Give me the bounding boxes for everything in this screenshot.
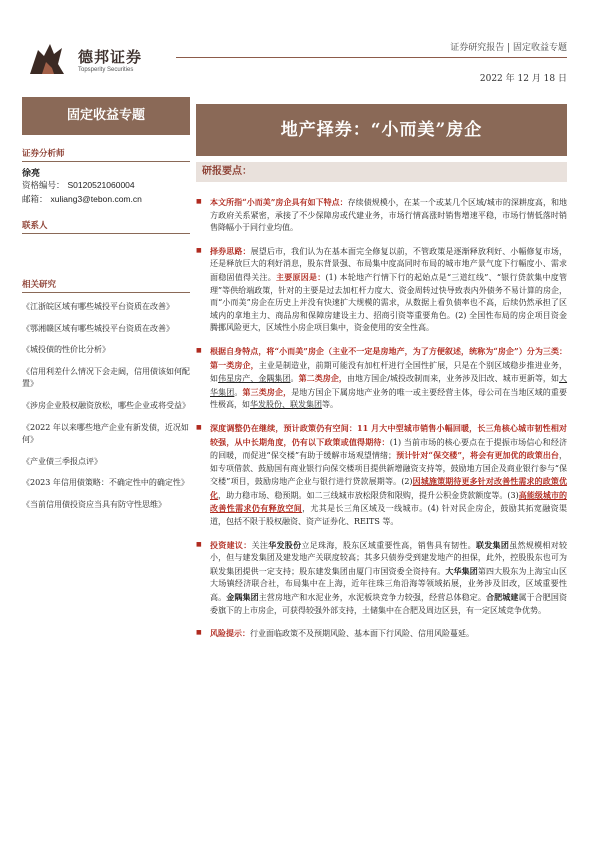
related-item[interactable]: 《当前信用债投资应当具有防守性思维》 [22, 499, 166, 509]
related-item[interactable]: 《2023 年信用债策略：不确定性中的确定性》 [22, 478, 189, 488]
bullet-lead: 根据自身特点，将“小而美”房企（主业不一定是房地产，为了方便叙述，统称为“房企”）分为三类： [210, 345, 567, 356]
cert-label: 资格编号： [22, 181, 65, 191]
report-category: 证券研究报告 | 固定收益专题 [450, 43, 567, 53]
bullet-text: 。 [290, 374, 299, 384]
bullet-highlight: 预计针对“保交楼”，将会有更加优的政策出台 [396, 450, 559, 461]
bullet-investment [196, 539, 567, 618]
bullet-text: 关注 [251, 540, 269, 550]
related-item[interactable]: 《江浙皖区域有哪些城投平台资质在改善》 [22, 302, 174, 311]
company-name: 金隅集团 [226, 592, 259, 603]
bullet-text: 是地方国企下属房地产业务的唯一或主要经营主体，母公司在当地区域的重要性极高，如 [210, 387, 568, 410]
report-date: 2022 年 12 月 18 日 [479, 74, 567, 84]
bullet-highlight: 主要原因是： [276, 271, 326, 282]
bullet-risk [196, 627, 567, 641]
bullet-features [196, 196, 567, 235]
bullet-text: (1) 当前市场的核心要点在于提振市场信心和经济的回暖，而促进“保交楼”有助于缓解市场观望情绪； [210, 437, 568, 461]
bullet-text: 第四大股东为上海宝山区大场镇经济联合社，布局集中在上海，近年往珠三角沿海等领域拓展，业务涉及旧改，区域重要性高。 [210, 566, 568, 603]
related-list [22, 301, 190, 512]
bullet-text: ，如专项借款、鼓励国有商业银行向保交楼项目提供新增融资支持等，鼓励地方国企及商业银行参与“保交楼”项目，鼓励房地产企业与银行进行贷款展期等。(2) [210, 451, 567, 487]
bullet-lead: 投资建议： [210, 539, 252, 550]
summary-heading: 研报要点： [196, 162, 567, 182]
bullet-link[interactable]: 伟星房产、金隅集团 [218, 374, 291, 384]
cert-line [22, 179, 190, 193]
bullet-text: (1) 本轮地产行情下行的起始点是“三道红线”、“银行贷款集中度管理”等供给端政策，针对的主要是过去加杠杆力度大、资金周转过快导致表内外债务不易计算的房企，而“小而美”房企在历史上并没有快速扩大规模的需求，从数据上看负债率也不高，后续仍然承担了区域内的拿地主力、商品房和保障房建设主力、招商引资等重要角色。(2) 全国性布局的房企项目资金腾挪风险更大，区域性小房企项目集中，资金使用的安全性高。 [210, 272, 568, 333]
bullet-highlight: 第一类房企， [210, 359, 259, 370]
related-item[interactable]: 《城投债的性价比分析》 [22, 345, 110, 355]
email-value[interactable]: xuliang3@tebon.com.cn [50, 194, 142, 204]
related-item[interactable]: 《鄂湘赣区域有哪些城投平台资质在改善》 [22, 323, 174, 333]
bullet-text: 主营房地产和水泥业务，水泥板块竞争力较强，经营总体稳定。 [258, 593, 486, 603]
company-name: 华发股份 [268, 539, 302, 550]
analyst-heading: 证券分析师 [22, 147, 190, 162]
bullet-lead: 深度调整仍在继续，预计政策仍有空间： [210, 422, 358, 433]
related-item[interactable]: 《涉房企业股权融资放松，哪些企业或将受益》 [22, 400, 190, 410]
bullet-text: ，尤其是长三角区域及一线城市。(4) 针对民企房企，鼓励其拓宽融资渠道，包括不限于股权融资、资产证券化、REITS 等。 [210, 504, 568, 527]
analyst-name: 徐亮 [22, 169, 41, 179]
related-item[interactable]: 《信用利差什么情况下会走阔，信用债该如何配置》 [22, 366, 190, 389]
bullet-text: 主业是制造业，前期可能没有加杠杆进行全国性扩展，只是在个别区域稳步推进业务，如 [210, 360, 568, 384]
related-item[interactable]: 《产业债三季报点评》 [22, 456, 102, 466]
bullet-policy [196, 422, 567, 529]
email-label: 邮箱： [22, 195, 48, 205]
bullet-text: 由地方国企/城投改制而来，业务涉及旧改、城市更新等，如 [346, 374, 560, 384]
company-name: 合肥城建 [485, 592, 519, 603]
company-name: 大华集团 [445, 565, 478, 576]
bullet-text: ，助力稳市场、稳预期。如二三线城市放松限贷和限购，提升公积金贷款额度等。(3) [218, 490, 519, 500]
bullet-highlight: 因城施策期待更多针对改善性需求的政策优化 [210, 476, 568, 500]
bullet-text: 展望后市，我们认为在基本面完全修复以前，不管政策是逐渐释放利好、小幅修复市场，还是释放巨大的利好消息，股东背景强、布局集中度高同时布局的城市地产景气度下行幅度小、需求面稳固值得关注。 [210, 246, 568, 282]
bullet-link[interactable]: 大华集团 [210, 374, 568, 397]
header-divider [176, 57, 567, 58]
cert-value: S0120521060004 [67, 180, 135, 190]
bullet-text: 属于合肥国资委旗下的上市房企，可获得较强外部支持，土储集中在合肥及周边区县，有一定区域竞争优势。 [210, 593, 568, 615]
bullet-text: 存续债规模小，在某一个或某几个区域/城市的深耕度高，和地方政府关系紧密，承接了不少保障房或代建业务，市场行情高涨时销售增速平稳，市场行情低落时销售降幅小于同行业均值。 [210, 198, 567, 233]
brand-name-cn: 德邦证券 [78, 48, 143, 66]
bullet-text: 立足珠海，股东区域重要性高，销售具有韧性。 [301, 540, 476, 550]
bullet-categories [196, 345, 567, 412]
bullet-highlight: 高能级城市的改善性需求仍有释放空间 [210, 489, 567, 514]
related-item[interactable]: 《2022 年以来哪些地产企业有新发债，近况如何》 [22, 422, 189, 445]
bullet-highlight: 第二类房企， [298, 373, 347, 384]
sidebar [22, 97, 190, 521]
brand-logo-icon [24, 40, 68, 80]
summary-bullets [196, 196, 567, 651]
company-name: 联发集团 [475, 539, 510, 550]
contact-heading: 联系人 [22, 219, 190, 234]
bullet-strategy [196, 245, 567, 335]
bullet-text: 行业面临政策不及预期风险、基本面下行风险、信用风险蔓延。 [250, 629, 474, 639]
bullet-lead: 择券思路： [210, 245, 251, 256]
bullet-highlight: 11 月大中型城市销售小幅回暖，长三角核心城市韧性相对较强，从中长期角度，仍有以下政策或值得期待： [210, 422, 568, 447]
bullet-text: 。 [234, 387, 243, 397]
bullet-link[interactable]: 华发股份、联发集团 [250, 400, 322, 410]
bullet-text: 等。 [322, 400, 338, 410]
brand-name-en: Topsperity Securities [78, 67, 134, 73]
report-title: 地产择券：“小而美”房企 [196, 104, 567, 156]
section-box: 固定收益专题 [22, 97, 190, 135]
bullet-lead: 本文所指“小而美”房企具有如下特点： [210, 197, 348, 207]
bullet-highlight: 第三类房企， [242, 386, 292, 397]
email-line [22, 193, 190, 207]
related-heading: 相关研究 [22, 278, 190, 293]
bullet-lead: 风险提示： [210, 628, 250, 639]
brand-logo [24, 40, 164, 80]
bullet-text: 虽然规模相对较小，但与建发集团及建发地产关联度较高；其多只债券受到建发地产的担保，此外，控股股东也可为联发集团提供一定支持；股东建发集团由厦门市国资委全资持有。 [210, 540, 568, 576]
